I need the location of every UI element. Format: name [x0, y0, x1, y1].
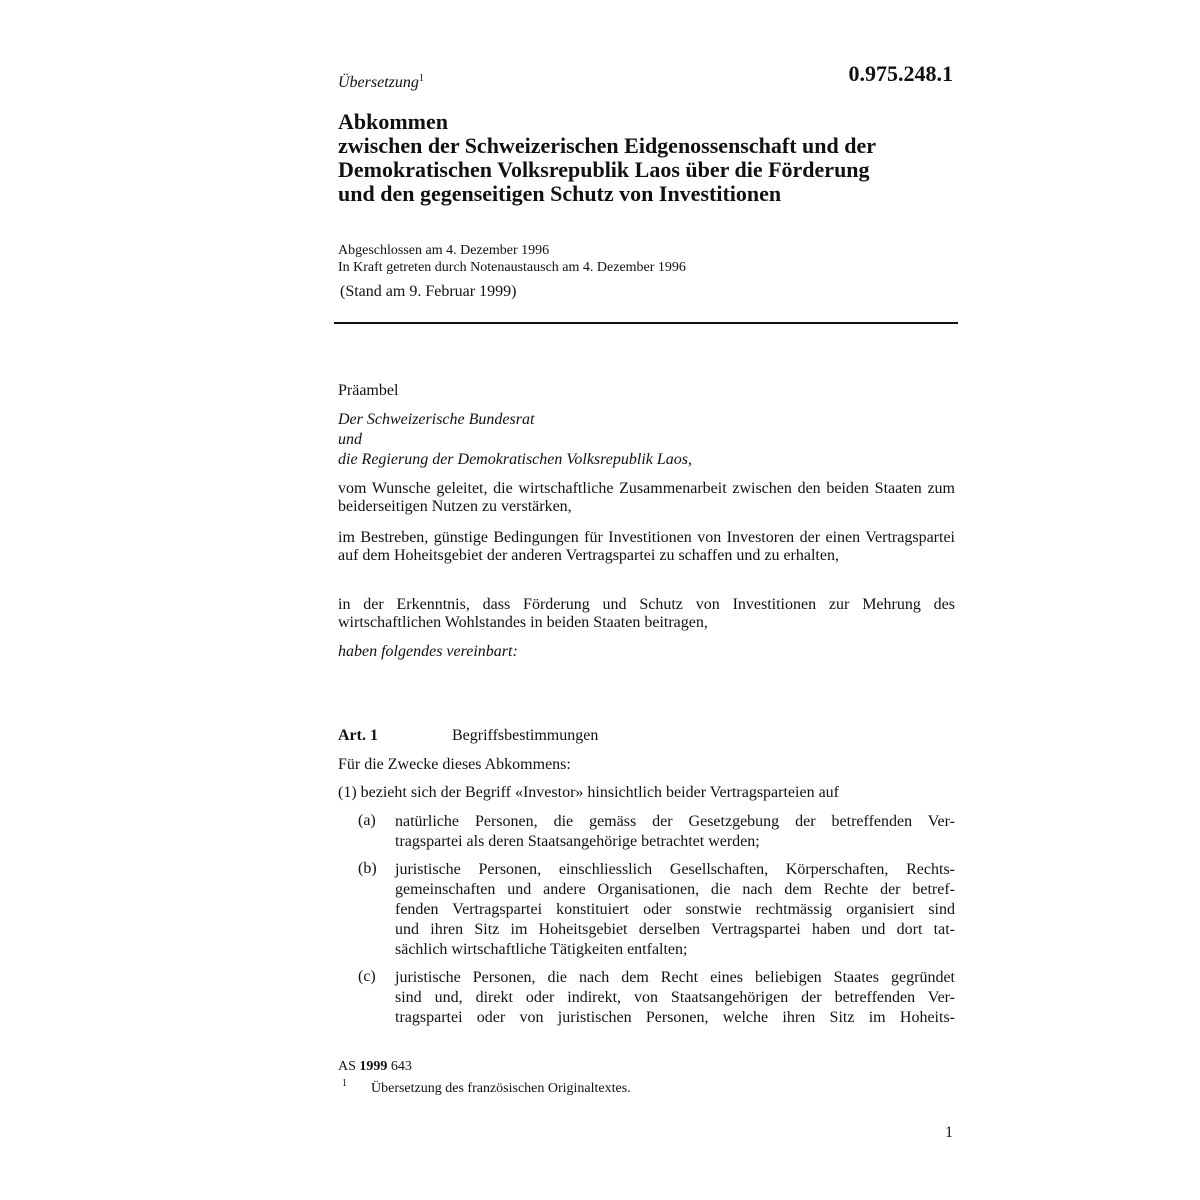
status-date: (Stand am 9. Februar 1999): [340, 283, 517, 300]
subitem-text-c: [395, 968, 955, 1028]
subitem-line: juristische Personen, die nach dem Recht eines beliebigen Staates gegründet: [395, 969, 955, 986]
subitem-label-c: (c): [358, 968, 376, 985]
article-intro: Für die Zwecke dieses Abkommens:: [338, 756, 571, 773]
subitem-line: fenden Vertragspartei konstituiert oder sonstwie rechtmässig organisiert sind: [395, 901, 955, 918]
translation-label-text: Übersetzung: [338, 74, 419, 91]
article-number: Art. 1: [338, 727, 378, 744]
as-prefix: AS: [338, 1059, 356, 1074]
party-laos: die Regierung der Demokratischen Volksrepublik Laos,: [338, 451, 693, 468]
concluded-date: Abgeschlossen am 4. Dezember 1996: [338, 243, 550, 258]
preamble-paragraph: in der Erkenntnis, dass Förderung und Schutz von Investitionen zur Mehrung des wirtschaftlichen Wohlstandes in beiden Staaten beitragen,: [338, 596, 955, 631]
preamble-paragraph: vom Wunsche geleitet, die wirtschaftliche Zusammenarbeit zwischen den beiden Staaten zum beiderseitigen Nutzen zu verstärken,: [338, 480, 955, 515]
subitem-text-b: [395, 860, 955, 960]
subitem-line: juristische Personen, einschliesslich Gesellschaften, Körperschaften, Rechts-: [395, 861, 955, 878]
footnote-number: 1: [342, 1078, 347, 1089]
official-collection-ref: [338, 1059, 412, 1075]
article-item-1: (1) bezieht sich der Begriff «Investor» hinsichtlich beider Vertragsparteien auf: [338, 784, 840, 801]
title-line: und den gegenseitigen Schutz von Investitionen: [338, 181, 782, 206]
article-title: Begriffsbestimmungen: [452, 727, 599, 744]
subitem-label-a: (a): [358, 812, 376, 829]
footnote-ref: 1: [418, 73, 424, 84]
subitem-line: tragspartei oder von juristischen Personen, welche ihren Sitz im Hoheits-: [395, 1009, 955, 1026]
party-conjunction: und: [338, 431, 362, 448]
preamble-paragraph: im Bestreben, günstige Bedingungen für Investitionen von Investoren der einen Vertragspartei auf dem Hoheitsgebiet der anderen Vertragspartei zu schaffen und zu erhalten,: [338, 529, 955, 564]
page-number: 1: [945, 1124, 953, 1141]
document-title: [338, 110, 978, 206]
subitem-line: und ihren Sitz im Hoheitsgebiet derselben Vertragspartei haben und dort tat-: [395, 921, 955, 938]
preamble-heading: Präambel: [338, 382, 399, 399]
as-page: 643: [390, 1059, 412, 1074]
party-switzerland: Der Schweizerische Bundesrat: [338, 411, 535, 428]
subitem-line: tragspartei als deren Staatsangehörige betrachtet werden;: [395, 833, 760, 850]
subitem-label-b: (b): [358, 860, 377, 877]
sr-number: 0.975.248.1: [848, 61, 953, 86]
translation-label: [338, 73, 424, 92]
subitem-line: gemeinschaften und andere Organisationen, die nach dem Rechte der betref-: [395, 881, 955, 898]
subitem-line: natürliche Personen, die gemäss der Gesetzgebung der betreffenden Ver-: [395, 813, 955, 830]
title-line: Abkommen: [338, 109, 449, 134]
footnote-text: Übersetzung des französischen Originaltextes.: [371, 1081, 631, 1096]
as-year: 1999: [359, 1059, 388, 1074]
title-line: Demokratischen Volksrepublik Laos über die Förderung: [338, 157, 870, 182]
title-line: zwischen der Schweizerischen Eidgenossenschaft und der: [338, 133, 876, 158]
header-divider: [334, 322, 958, 324]
preamble-agreed: haben folgendes vereinbart:: [338, 643, 518, 660]
in-force-date: In Kraft getreten durch Notenaustausch am 4. Dezember 1996: [338, 260, 686, 275]
subitem-line: sind und, direkt oder indirekt, von Staatsangehörigen der betreffenden Ver-: [395, 989, 955, 1006]
subitem-line: sächlich wirtschaftliche Tätigkeiten entfalten;: [395, 941, 688, 958]
subitem-text-a: [395, 812, 955, 852]
document-meta: [338, 242, 686, 276]
